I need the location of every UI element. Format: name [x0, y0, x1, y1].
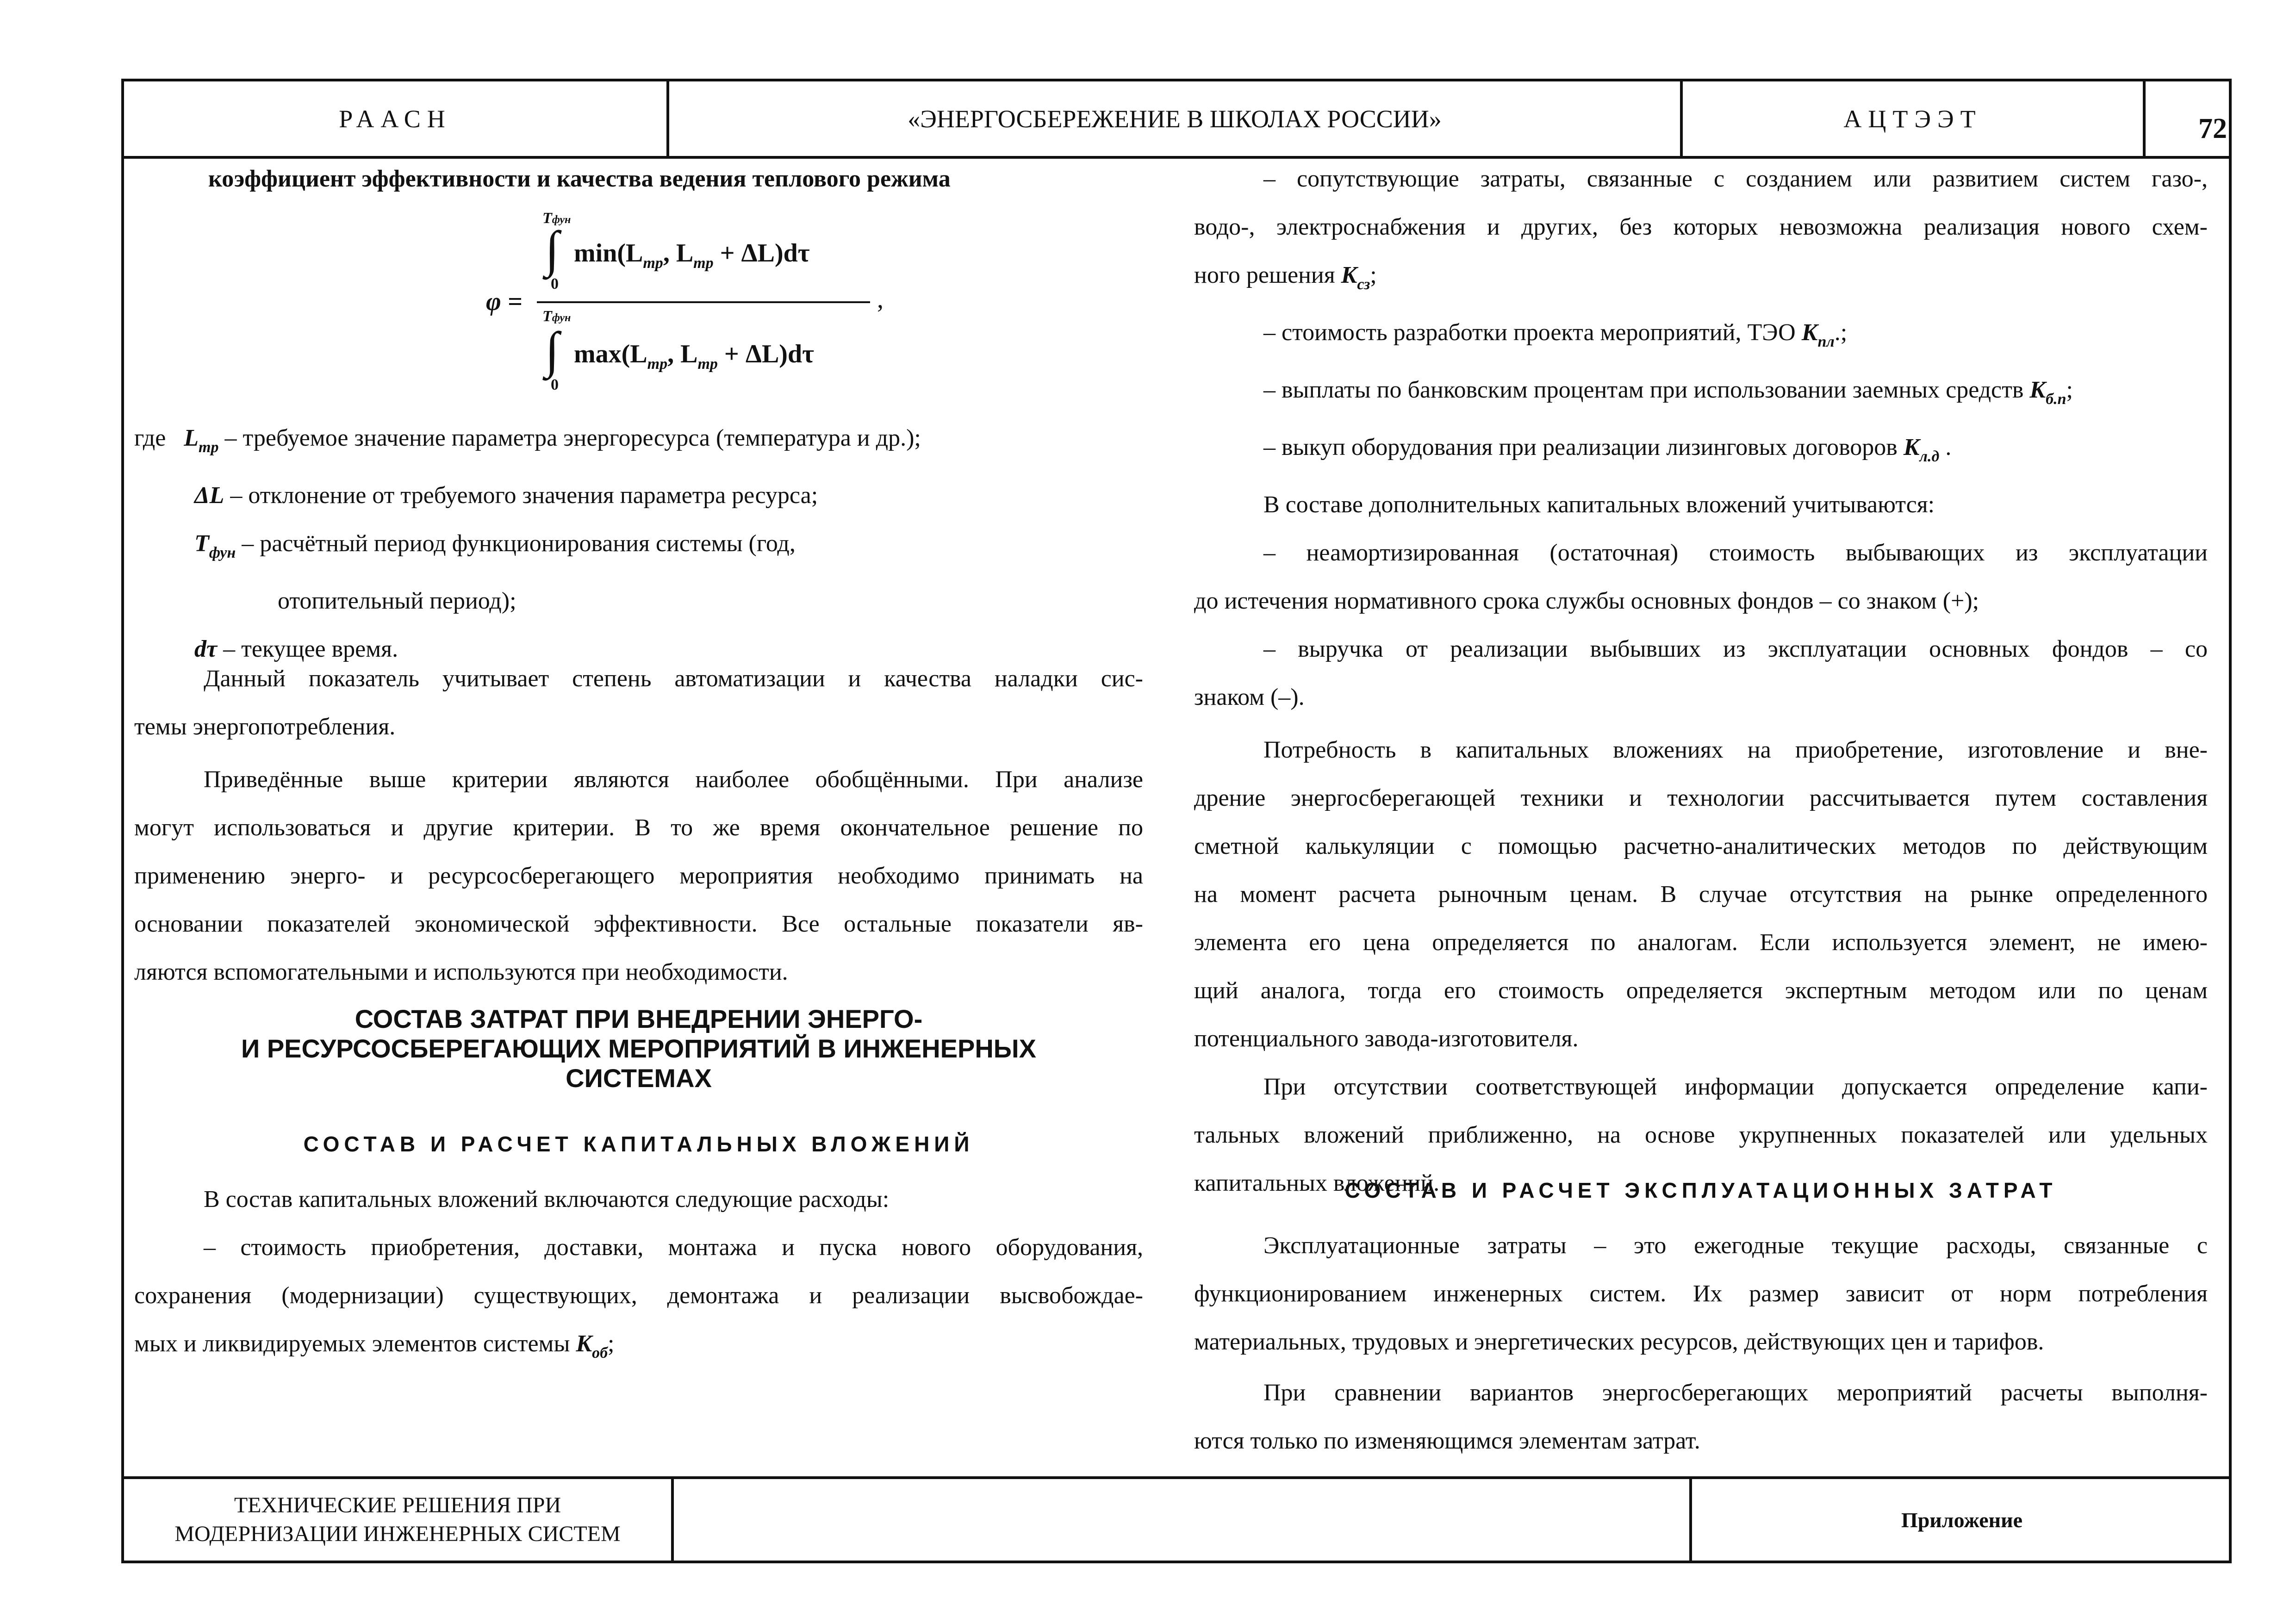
para-compare-line1: При сравнении вариантов энергосберегающих мероприятий расчеты выполня-	[1263, 1380, 2208, 1406]
para-capital-intro: В состав капитальных вложений включаются следующие расходы:	[204, 1186, 890, 1213]
para-koб-line1: – стоимость приобретения, доставки, монтажа и пуска нового оборудования,	[204, 1234, 1143, 1261]
page-number: 72	[2198, 113, 2227, 144]
para-operating-line2: функционированием инженерных систем. Их размер зависит от норм потребления	[1194, 1281, 2208, 1307]
def-delta-l: ΔL – отклонение от требуемого значения параметра ресурса;	[194, 482, 818, 509]
right-operating-body	[1194, 1222, 2208, 1465]
para-need-line3: сметной калькуляции с помощью расчетно-аналитических методов по действующим	[1194, 833, 2208, 859]
para-additional: В составе дополнительных капитальных вложений учитываются:	[1263, 491, 1935, 518]
para-revenue-line2: знаком (–).	[1194, 684, 1305, 710]
subheading-capital: СОСТАВ И РАСЧЕТ КАПИТАЛЬНЫХ ВЛОЖЕНИЙ	[303, 1132, 974, 1156]
section-heading-line2: И РЕСУРСОСБЕРЕГАЮЩИХ МЕРОПРИЯТИЙ В ИНЖЕНЕРНЫХ	[241, 1034, 1036, 1063]
formula-lhs: φ =	[486, 287, 523, 316]
efficiency-formula	[486, 211, 902, 405]
right-column	[1194, 155, 2208, 1207]
footer-center	[674, 1479, 1689, 1561]
para-ksz-line1: – сопутствующие затраты, связанные с созданием или развитием систем газо-,	[1263, 166, 2208, 192]
footer-left-line2: МОДЕРНИЗАЦИИ ИНЖЕНЕРНЫХ СИСТЕМ	[174, 1522, 621, 1546]
para-criteria-line1: Приведённые выше критерии являются наиболее обобщёнными. При анализе	[204, 766, 1143, 793]
formula-trail: ,	[877, 285, 884, 314]
para-compare-line2: ются только по изменяющимся элементам затрат.	[1194, 1428, 1700, 1454]
section-heading-line1: СОСТАВ ЗАТРАТ ПРИ ВНЕДРЕНИИ ЭНЕРГО-	[355, 1004, 923, 1033]
para-need-line1: Потребность в капитальных вложениях на приобретение, изготовление и вне-	[1263, 737, 2208, 763]
footer-left	[124, 1479, 671, 1561]
denominator: $\max(L_{тр}$, $L_{тр} + \Delta L)d\tau$	[574, 340, 814, 373]
para-kpl: – стоимость разработки проекта мероприятий, ТЭО $K_{пл}$.;	[1263, 319, 1848, 350]
subheading-operating: СОСТАВ И РАСЧЕТ ЭКСПЛУАТАЦИОННЫХ ЗАТРАТ	[1344, 1178, 2057, 1202]
num-upper-limit: Tфун	[542, 210, 571, 227]
para-approx-line3: капитальных вложений.	[1194, 1170, 1440, 1196]
def-t-fun-cont: отопительный период);	[278, 588, 516, 614]
para-automation-line1: Данный показатель учитывает степень автоматизации и качества наладки сис-	[204, 665, 1143, 692]
def-l-tr: где $L_{тр}$ – требуемое значение параметра энергоресурса (температура и др.);	[134, 425, 921, 456]
para-approx-line2: тальных вложений приближенно, на основе укрупненных показателей или удельных	[1194, 1122, 2208, 1148]
section-heading-line3: СИСТЕМАХ	[566, 1063, 712, 1093]
para-operating-line1: Эксплуатационные затраты – это ежегодные текущие расходы, связанные с	[1263, 1232, 2208, 1259]
para-need-line6: щий аналога, тогда его стоимость определяется экспертным методом или по ценам	[1194, 977, 2208, 1004]
footer-left-line1: ТЕХНИЧЕСКИЕ РЕШЕНИЯ ПРИ	[234, 1493, 561, 1517]
header-org: РААСН	[339, 105, 452, 133]
para-criteria-line3: применению энерго- и ресурсосберегающего мероприятия необходимо принимать на	[134, 863, 1143, 889]
integral-sign-bottom: ∫	[545, 322, 560, 378]
para-residual-line1: – неамортизированная (остаточная) стоимость выбывающих из эксплуатации	[1263, 540, 2208, 566]
num-lower-limit: 0	[551, 275, 559, 292]
den-upper-limit: Tфун	[542, 308, 571, 325]
para-koб-line3: мых и ликвидируемых элементов системы $K_{об}$;	[134, 1331, 615, 1362]
left-column	[134, 155, 1152, 203]
para-criteria-line2: могут использоваться и другие критерии. В то же время окончательное решение по	[134, 815, 1143, 841]
fraction-bar	[537, 301, 870, 303]
para-kld: – выкуп оборудования при реализации лизинговых договоров $K_{л.д}$ .	[1263, 434, 1952, 465]
criterion-title: коэффициент эффективности и качества ведения теплового режима	[208, 166, 951, 192]
def-d-tau: dτ – текущее время.	[194, 636, 398, 662]
para-criteria-line4: основании показателей экономической эффективности. Все остальные показатели яв-	[134, 911, 1143, 937]
para-kbp: – выплаты по банковским процентам при использовании заемных средств $K_{б.п}$;	[1263, 377, 2073, 408]
integral-sign-top: ∫	[545, 221, 560, 277]
para-operating-line3: материальных, трудовых и энергетических ресурсов, действующих цен и тарифов.	[1194, 1329, 2044, 1355]
section-heading	[134, 1004, 1143, 1093]
para-koб-line2: сохранения (модернизации) существующих, демонтажа и реализации высвобождае-	[134, 1282, 1143, 1309]
left-body	[134, 655, 1143, 996]
para-ksz-line3: ного решения $K_{сз}$;	[1194, 262, 1377, 293]
para-need-line2: дрение энергосберегающей техники и технологии рассчитывается путем составления	[1194, 785, 2208, 811]
para-need-line7: потенциального завода-изготовителя.	[1194, 1026, 1579, 1052]
para-automation-line2: темы энергопотребления.	[134, 714, 396, 740]
den-lower-limit: 0	[551, 376, 559, 393]
definitions	[134, 414, 1152, 673]
para-ksz-line2: водо-, электроснабжения и других, без которых невозможна реализация нового схем-	[1194, 214, 2208, 240]
para-residual-line2: до истечения нормативного срока службы основных фондов – со знаком (+);	[1194, 588, 1979, 614]
left-capital-body	[134, 1175, 1143, 1377]
para-revenue-line1: – выручка от реализации выбывших из эксплуатации основных фондов – со	[1263, 636, 2208, 662]
para-approx-line1: При отсутствии соответствующей информации допускается определение капи-	[1263, 1074, 2208, 1100]
footer-appendix: Приложение	[1901, 1508, 2023, 1532]
para-need-line4: на момент расчета рыночным ценам. В случае отсутствия на рынке определенного	[1194, 881, 2208, 908]
header-org-right: АЦТЭЭТ	[1843, 105, 1982, 133]
para-criteria-line5: ляются вспомогательными и используются при необходимости.	[134, 959, 788, 985]
numerator: $\min(L_{тр}$, $L_{тр} + \Delta L)d\tau$	[574, 239, 810, 272]
header-title: «ЭНЕРГОСБЕРЕЖЕНИЕ В ШКОЛАХ РОССИИ»	[908, 105, 1442, 133]
para-need-line5: элемента его цена определяется по аналогам. Если используется элемент, не имею-	[1194, 929, 2208, 956]
def-t-fun: $T_{фун}$ – расчётный период функционирования системы (год,	[194, 530, 796, 561]
